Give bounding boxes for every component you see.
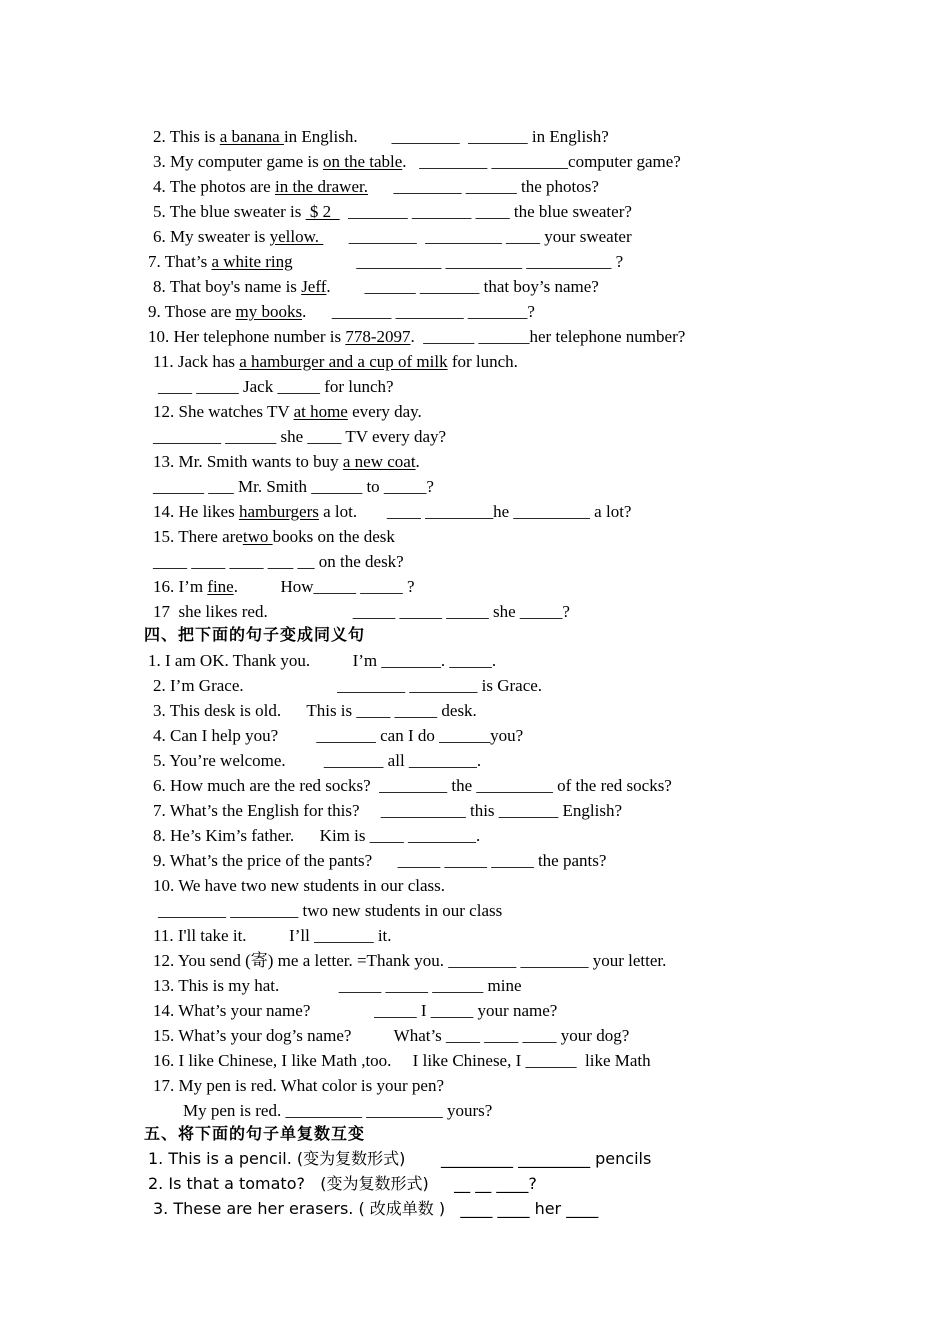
underlined-phrase: hamburgers [238,502,319,521]
line-text: 5. You’re welcome. _______ all ________. [153,751,482,770]
line-text: 17. My pen is red. What color is your pen? [153,1076,444,1095]
line-text: . _______ ________ _______? [302,302,535,321]
exercise-line [153,551,404,573]
line-text: __________ _________ __________ ? [292,252,624,271]
line-text: 13. This is my hat. _____ _____ ______ mine [153,976,522,995]
underlined-phrase: fine [207,577,234,596]
line-text: ________ _________ ____ your sweater [323,227,632,246]
exercise-line [148,1148,651,1170]
line-text: 3. My computer game is [153,152,323,171]
line-text: ________ ______ the photos? [367,177,599,196]
line-text: for lunch. [447,352,518,371]
exercise-line [153,1025,629,1047]
line-text: ________ ________ two new students in our class [158,901,503,920]
line-text: 8. He’s Kim’s father. Kim is ____ ________. [153,826,481,845]
line-text: 四、把下面的句子变成同义句 [144,627,366,644]
exercise-line [153,800,622,822]
line-text: . How_____ _____ ? [233,577,415,596]
underlined-phrase: Jeff [301,277,327,296]
line-text: 12. You send (寄) me a letter. =Thank you. ________ ________ your letter. [153,951,667,970]
exercise-line [153,950,666,972]
underlined-phrase: $ 2 [305,202,340,221]
exercise-line [153,975,522,997]
exercise-line [148,301,535,323]
line-text: 2. I’m Grace. ________ ________ is Grace. [153,676,543,695]
line-text: 5. The blue sweater is [153,202,306,221]
exercise-line [153,126,609,148]
exercise-line [153,176,599,198]
underlined-phrase: my books [235,302,303,321]
line-text: ____ _____ Jack _____ for lunch? [158,377,394,396]
line-text: 7. What’s the English for this? __________ this _______ English? [153,801,623,820]
exercise-line [153,501,631,523]
exercise-line [153,526,395,548]
line-text: 6. My sweater is [153,227,270,246]
line-text: 1. This is a pencil. (变为复数形式) _________ _________ pencils [148,1149,652,1168]
exercise-line [153,426,446,448]
exercise-line [153,875,445,897]
exercise-line [153,451,420,473]
underlined-phrase: a white ring [211,252,293,271]
exercise-line [153,675,542,697]
exercise-line [183,1100,492,1122]
underlined-phrase: a hamburger and a cup of milk [239,352,448,371]
exercise-line [148,251,623,273]
line-text: 17 she likes red. _____ _____ _____ she _____? [153,602,570,621]
line-text: ________ ______ she ____ TV every day? [153,427,447,446]
line-text: 11. I'll take it. I’ll _______ it. [153,926,392,945]
exercise-line [153,201,632,223]
exercise-line [153,725,523,747]
exercise-line [153,226,632,248]
line-text: ______ ___ Mr. Smith ______ to _____? [153,477,434,496]
line-text: 9. Those are [148,302,236,321]
line-text: . [415,452,420,471]
line-text: 14. What’s your name? _____ I _____ your name? [153,1001,558,1020]
line-text: 2. This is [153,127,220,146]
exercise-line [153,601,570,623]
line-text: 3. This desk is old. This is ____ _____ desk. [153,701,477,720]
underlined-phrase: yellow. [269,227,324,246]
exercise-line [158,900,502,922]
line-text: . ______ _______ that boy’s name? [326,277,599,296]
line-text: . ______ ______her telephone number? [410,327,686,346]
exercise-line [153,1198,598,1220]
line-text: 15. There are [153,527,243,546]
exercise-line [153,151,681,173]
line-text: 15. What’s your dog’s name? What’s ____ ____ ____ your dog? [153,1026,630,1045]
section-heading [144,625,365,647]
exercise-line [153,576,415,598]
line-text: 13. Mr. Smith wants to buy [153,452,343,471]
line-text: . ________ _________computer game? [402,152,681,171]
exercise-line [153,1075,444,1097]
line-text: 2. Is that a tomato? (变为复数形式) __ __ ____? [148,1174,537,1193]
line-text: a lot. ____ ________he _________ a lot? [318,502,632,521]
line-text: 4. The photos are [153,177,275,196]
exercise-line [153,850,606,872]
underlined-phrase: a banana [219,127,284,146]
line-text: in English. ________ _______ in English? [283,127,609,146]
line-text: My pen is red. _________ _________ yours? [183,1101,493,1120]
exercise-line [153,750,481,772]
line-text: 4. Can I help you? _______ can I do ______you? [153,726,524,745]
underlined-phrase: a new coat [342,452,416,471]
line-text: ____ ____ ____ ___ __ on the desk? [153,552,404,571]
exercise-line [153,1000,557,1022]
line-text: 12. She watches TV [153,402,294,421]
underlined-phrase: on the table [322,152,403,171]
line-text: 3. These are her erasers. ( 改成单数 ) ____ ____ her ____ [153,1199,599,1218]
line-text: every day. [347,402,422,421]
line-text: _______ _______ ____ the blue sweater? [339,202,632,221]
exercise-line [148,1173,537,1195]
line-text: 10. Her telephone number is [148,327,346,346]
line-text: books on the desk [272,527,395,546]
exercise-line [153,700,477,722]
line-text: 14. He likes [153,502,239,521]
line-text: 16. I like Chinese, I like Math ,too. I like Chinese, I ______ like Math [153,1051,651,1070]
exercise-line [153,476,434,498]
exercise-line [153,401,422,423]
line-text: 1. I am OK. Thank you. I’m _______. _____. [148,651,497,670]
underlined-phrase: 778-2097 [345,327,411,346]
line-text: 6. How much are the red socks? ________ the _________ of the red socks? [153,776,672,795]
section-heading [144,1124,365,1146]
exercise-line [153,775,672,797]
line-text: 11. Jack has [153,352,240,371]
exercise-line [153,925,392,947]
exercise-line [148,326,685,348]
exercise-line [148,650,496,672]
exercise-line [153,276,599,298]
exercise-line [153,351,518,373]
underlined-phrase: at home [293,402,348,421]
line-text: 16. I’m [153,577,208,596]
line-text: 10. We have two new students in our class. [153,876,445,895]
exercise-line [153,1050,651,1072]
line-text: 9. What’s the price of the pants? _____ _____ _____ the pants? [153,851,607,870]
line-text: 7. That’s [148,252,212,271]
underlined-phrase: two [242,527,273,546]
line-text: 8. That boy's name is [153,277,302,296]
line-text: 五、将下面的句子单复数互变 [144,1126,366,1143]
underlined-phrase: in the drawer. [274,177,368,196]
exercise-line [153,825,480,847]
exercise-line [158,376,394,398]
